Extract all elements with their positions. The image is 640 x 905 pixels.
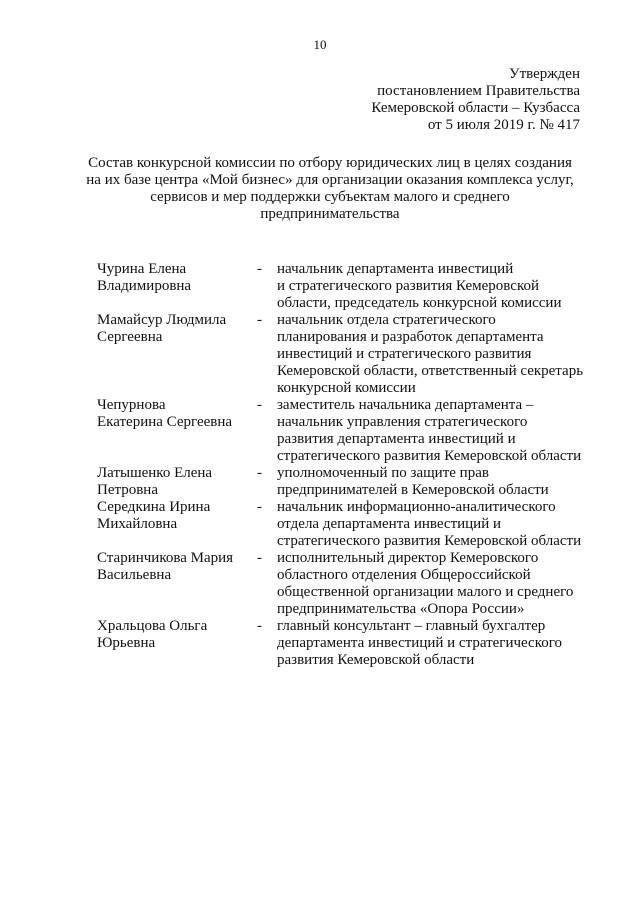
title-line: на их базе центра «Мой бизнес» для организации оказания комплекса услуг, — [86, 172, 574, 188]
member-role — [277, 261, 597, 312]
member-name-line: Мамайсур Людмила — [97, 312, 227, 328]
member-separator: - — [257, 261, 262, 277]
member-name — [97, 397, 257, 431]
page-number: 10 — [313, 37, 327, 52]
member-role-line: заместитель начальника департамента – — [277, 397, 534, 413]
member-role-line: стратегического развития Кемеровской области — [277, 533, 582, 549]
member-role — [277, 550, 597, 618]
member-name-line: Васильевна — [97, 567, 172, 583]
member-row — [97, 465, 597, 499]
approval-line: от 5 июля 2019 г. № 417 — [427, 117, 580, 133]
member-row — [97, 550, 597, 618]
member-row — [97, 618, 597, 669]
member-name-line: Чурина Елена — [97, 261, 187, 277]
title-line: предпринимательства — [260, 206, 400, 222]
member-separator: - — [257, 550, 262, 566]
member-name-line: Хральцова Ольга — [97, 618, 208, 634]
member-role-line: конкурсной комиссии — [277, 380, 416, 396]
approval-line: постановлением Правительства — [377, 83, 580, 99]
member-name-line: Владимировна — [97, 278, 192, 294]
member-role-line: и стратегического развития Кемеровской — [277, 278, 539, 294]
member-role — [277, 397, 597, 465]
member-row — [97, 261, 597, 312]
member-role-line: общественной организации малого и среднего — [277, 584, 574, 600]
member-name-line: Михайловна — [97, 516, 178, 532]
member-role-line: исполнительный директор Кемеровского — [277, 550, 539, 566]
member-row — [97, 499, 597, 550]
member-role — [277, 465, 597, 499]
member-separator: - — [257, 465, 262, 481]
member-name-line: Екатерина Сергеевна — [97, 414, 233, 430]
member-name — [97, 465, 257, 499]
member-role-line: развития Кемеровской области — [277, 652, 475, 668]
member-name-line: Чепурнова — [97, 397, 166, 413]
member-role — [277, 499, 597, 550]
title-line: сервисов и мер поддержки субъектам малого и среднего — [150, 189, 510, 205]
member-role-line: начальник департамента инвестиций — [277, 261, 514, 277]
member-role — [277, 618, 597, 669]
member-separator: - — [257, 397, 262, 413]
member-name — [97, 499, 257, 533]
member-role — [277, 312, 597, 397]
member-name-line: Сергеевна — [97, 329, 163, 345]
members-list — [97, 261, 597, 669]
member-name-line: Юрьевна — [97, 635, 156, 651]
member-separator: - — [257, 312, 262, 328]
member-row — [97, 397, 597, 465]
member-role-line: начальник управления стратегического — [277, 414, 528, 430]
member-role-line: департамента инвестиций и стратегического — [277, 635, 563, 651]
approval-block — [280, 66, 580, 134]
member-role-line: областного отделения Общероссийской — [277, 567, 531, 583]
member-name-line: Латышенко Елена — [97, 465, 213, 481]
member-role-line: главный консультант – главный бухгалтер — [277, 618, 546, 634]
member-role-line: развития департамента инвестиций и — [277, 431, 516, 447]
member-name — [97, 261, 257, 295]
member-name-line: Петровна — [97, 482, 158, 498]
member-role-line: планирования и разработок департамента — [277, 329, 544, 345]
member-role-line: уполномоченный по защите прав — [277, 465, 489, 481]
member-row — [97, 312, 597, 397]
member-role-line: начальник информационно-аналитического — [277, 499, 556, 515]
approval-line: Утвержден — [508, 66, 580, 82]
member-separator: - — [257, 499, 262, 515]
member-name-line: Старинчикова Мария — [97, 550, 234, 566]
member-name — [97, 550, 257, 584]
approval-line: Кемеровской области – Кузбасса — [371, 100, 580, 116]
member-role-line: предпринимательства «Опора России» — [277, 601, 525, 617]
member-role-line: отдела департамента инвестиций и — [277, 516, 502, 532]
member-name — [97, 618, 257, 652]
title-line: Состав конкурсной комиссии по отбору юридических лиц в целях создания — [88, 155, 572, 171]
member-role-line: Кемеровской области, ответственный секретарь — [277, 363, 584, 379]
member-role-line: начальник отдела стратегического — [277, 312, 496, 328]
member-role-line: инвестиций и стратегического развития — [277, 346, 532, 362]
member-name-line: Середкина Ирина — [97, 499, 211, 515]
member-separator: - — [257, 618, 262, 634]
document-title — [80, 155, 580, 223]
member-name — [97, 312, 257, 346]
member-role-line: стратегического развития Кемеровской области — [277, 448, 582, 464]
member-role-line: области, председатель конкурсной комиссии — [277, 295, 562, 311]
member-role-line: предпринимателей в Кемеровской области — [277, 482, 549, 498]
